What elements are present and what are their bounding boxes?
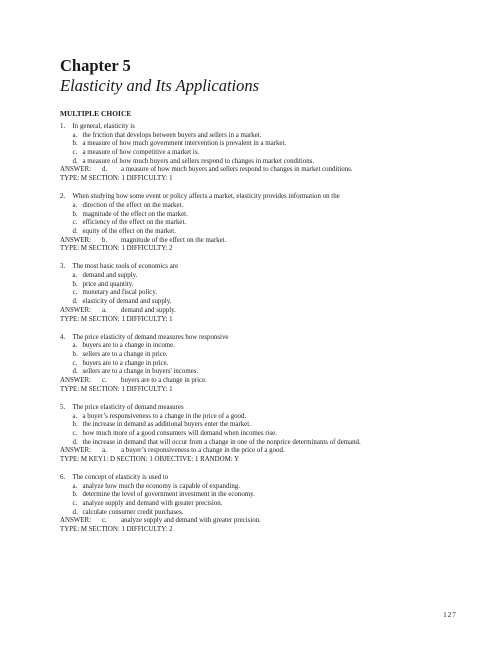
- option-letter: a.: [72, 412, 78, 420]
- question-block: [60, 404, 460, 465]
- question-meta-line: [60, 316, 460, 325]
- question-meta: TYPE: M SECTION: 1 DIFFICULTY: 2: [60, 245, 173, 253]
- option-letter: c.: [72, 429, 78, 437]
- answer-option: [60, 500, 460, 509]
- answer-text: demand and supply.: [121, 306, 176, 314]
- option-text: the increase in demand that will occur from a change in one of the nonprice determinants of demand.: [82, 438, 361, 446]
- option-letter: a.: [72, 131, 78, 139]
- answer-option: [60, 211, 460, 220]
- answer-option: [60, 368, 460, 377]
- option-letter: a.: [72, 201, 78, 209]
- option-letter: c.: [72, 149, 78, 157]
- question-meta-line: [60, 245, 460, 254]
- question-meta: TYPE: M SECTION: 1 DIFFICULTY: 1: [60, 315, 173, 323]
- answer-option: [60, 202, 460, 211]
- answer-letter: c.: [102, 377, 107, 385]
- option-letter: b.: [72, 280, 78, 288]
- question-number: 5.: [60, 403, 66, 411]
- question-number: 3.: [60, 263, 66, 271]
- option-letter: c.: [72, 359, 78, 367]
- option-letter: d.: [72, 227, 78, 235]
- answer-line: [60, 166, 460, 175]
- option-text: demand and supply.: [82, 272, 138, 280]
- answer-option: [60, 360, 460, 369]
- question-meta: TYPE: M SECTION: 1 DIFFICULTY: 2: [60, 526, 173, 534]
- answer-label: ANSWER:: [60, 166, 92, 174]
- answer-text: magnitude of the effect on the market.: [121, 236, 227, 244]
- option-letter: d.: [72, 368, 78, 376]
- answer-label: ANSWER:: [60, 377, 92, 385]
- question-stem: In general, elasticity is: [72, 123, 135, 130]
- option-letter: b.: [72, 140, 78, 148]
- answer-text: a measure of how much buyers and sellers respond to changes in market conditions.: [121, 166, 353, 174]
- option-text: calculate consumer credit purchases.: [82, 508, 184, 516]
- answer-option: [60, 219, 460, 228]
- answer-line: [60, 377, 460, 386]
- answer-option: [60, 281, 460, 290]
- answer-option: [60, 483, 460, 492]
- question-block: [60, 474, 460, 535]
- question-meta-line: [60, 175, 460, 184]
- option-text: how much more of a good consumers will demand when incomes rise.: [82, 429, 277, 437]
- question-stem: When studying how some event or policy affects a market, elasticity provides information on the: [72, 193, 340, 201]
- answer-text: analyze supply and demand with greater precision.: [121, 517, 261, 525]
- answer-option: [60, 491, 460, 500]
- option-letter: d.: [72, 508, 78, 516]
- option-text: magnitude of the effect on the market.: [82, 210, 188, 218]
- question-stem-line: [60, 193, 460, 202]
- answer-option: [60, 132, 460, 141]
- chapter-number: Chapter 5: [60, 56, 131, 75]
- option-text: the increase in demand as additional buyers enter the market.: [82, 421, 251, 429]
- option-letter: b.: [72, 350, 78, 358]
- answer-option: [60, 430, 460, 439]
- option-text: analyze supply and demand with greater precision.: [82, 500, 223, 508]
- answer-option: [60, 421, 460, 430]
- option-letter: b.: [72, 491, 78, 499]
- option-text: elasticity of demand and supply.: [82, 298, 172, 306]
- question-block: [60, 123, 460, 184]
- page-number: 127: [443, 612, 457, 619]
- answer-line: [60, 307, 460, 316]
- option-text: the friction that develops between buyers and sellers in a market.: [82, 131, 262, 139]
- option-text: equity of the effect on the market.: [82, 227, 176, 235]
- answer-option: [60, 439, 460, 448]
- answer-option: [60, 228, 460, 237]
- answer-option: [60, 298, 460, 307]
- answer-option: [60, 351, 460, 360]
- option-text: a measure of how competitive a market is.: [82, 149, 200, 157]
- question-block: [60, 263, 460, 324]
- option-text: monetary and fiscal policy.: [82, 289, 158, 297]
- option-letter: d.: [72, 438, 78, 446]
- question-meta-line: [60, 386, 460, 395]
- option-text: sellers are to a change in buyers' incomes.: [82, 368, 199, 376]
- question-stem-line: [60, 123, 460, 132]
- option-letter: c.: [72, 219, 78, 227]
- option-text: direction of the effect on the market.: [82, 201, 184, 209]
- answer-text: a buyer’s responsiveness to a change in the price of a good.: [121, 447, 285, 455]
- question-stem-line: [60, 334, 460, 343]
- option-text: price and quantity.: [82, 280, 134, 288]
- option-text: efficiency of the effect on the market.: [82, 219, 187, 227]
- question-meta: TYPE: M SECTION: 1 DIFFICULTY: 1: [60, 385, 173, 393]
- option-letter: a.: [72, 272, 78, 280]
- question-stem: The concept of elasticity is used to: [72, 474, 169, 482]
- option-text: buyers are to a change in income.: [82, 342, 175, 350]
- answer-option: [60, 140, 460, 149]
- answer-line: [60, 517, 460, 526]
- answer-label: ANSWER:: [60, 306, 92, 314]
- answer-line: [60, 237, 460, 246]
- question-number: 1.: [60, 123, 66, 130]
- question-block: [60, 193, 460, 254]
- question-meta-line: [60, 526, 460, 535]
- option-text: determine the level of government investment in the economy.: [82, 491, 255, 499]
- chapter-title: Elasticity and Its Applications: [60, 76, 260, 95]
- answer-letter: b.: [102, 236, 108, 244]
- answer-letter: c.: [102, 517, 107, 525]
- option-letter: d.: [72, 157, 78, 165]
- option-letter: b.: [72, 210, 78, 218]
- option-text: a buyer’s responsiveness to a change in the price of a good.: [82, 412, 247, 420]
- question-meta-line: [60, 456, 460, 465]
- answer-text: buyers are to a change in price.: [121, 377, 207, 385]
- question-stem-line: [60, 474, 460, 483]
- question-number: 4.: [60, 333, 66, 341]
- answer-letter: a.: [102, 447, 107, 455]
- option-letter: d.: [72, 298, 78, 306]
- answer-letter: d.: [102, 166, 108, 174]
- option-letter: a.: [72, 342, 78, 350]
- answer-option: [60, 509, 460, 518]
- section-heading: MULTIPLE CHOICE: [60, 109, 132, 118]
- answer-label: ANSWER:: [60, 447, 92, 455]
- question-stem-line: [60, 404, 460, 413]
- answer-option: [60, 158, 460, 167]
- answer-option: [60, 149, 460, 158]
- option-letter: c.: [72, 500, 78, 508]
- answer-line: [60, 447, 460, 456]
- answer-option: [60, 342, 460, 351]
- answer-option: [60, 289, 460, 298]
- question-meta: TYPE: M KEY1: D SECTION: 1 OBJECTIVE: 1 RANDOM: Y: [60, 455, 240, 463]
- question-stem-line: [60, 263, 460, 272]
- option-text: sellers are to a change in price.: [82, 350, 168, 358]
- question-stem: The most basic tools of economics are: [72, 263, 179, 271]
- option-text: analyze how much the economy is capable of expanding.: [82, 482, 240, 490]
- question-meta: TYPE: M SECTION: 1 DIFFICULTY: 1: [60, 175, 173, 183]
- question-list: [60, 123, 460, 544]
- option-letter: b.: [72, 421, 78, 429]
- question-block: [60, 334, 460, 395]
- answer-letter: a.: [102, 306, 107, 314]
- answer-option: [60, 413, 460, 422]
- answer-label: ANSWER:: [60, 236, 92, 244]
- answer-label: ANSWER:: [60, 517, 92, 525]
- option-letter: c.: [72, 289, 78, 297]
- question-stem: The price elasticity of demand measures: [72, 403, 184, 411]
- option-text: buyers are to a change in price.: [82, 359, 169, 367]
- question-number: 2.: [60, 193, 66, 201]
- option-text: a measure of how much buyers and sellers respond to changes in market conditions.: [82, 157, 315, 165]
- question-stem: The price elasticity of demand measures how responsive: [72, 333, 229, 341]
- answer-option: [60, 272, 460, 281]
- question-number: 6.: [60, 474, 66, 482]
- option-letter: a.: [72, 482, 78, 490]
- option-text: a measure of how much government intervention is prevalent in a market.: [82, 140, 287, 148]
